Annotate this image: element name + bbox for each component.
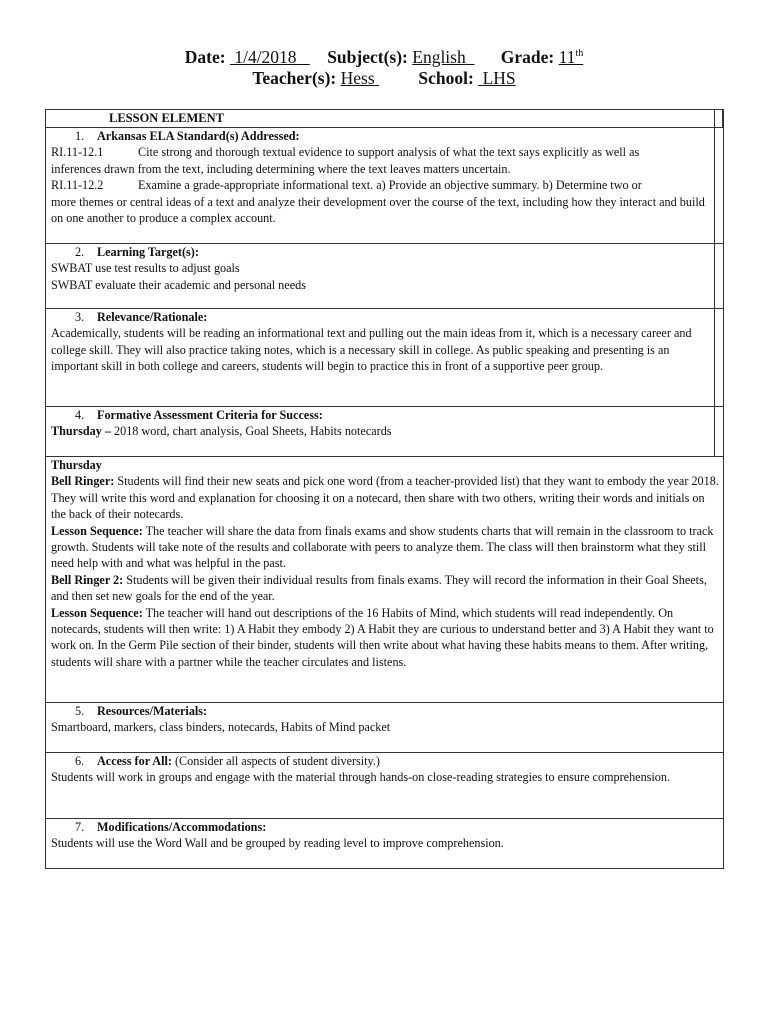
section-access-for-all — [46, 753, 724, 819]
side-cell — [715, 407, 724, 457]
bell-ringer-1: Bell Ringer: Students will find their new seats and pick one word (from a teacher-provided list) that they want to embody the year 2018. They will write this word and explanation for choosing it on a notecard, then share with two others, writing their words and initials on the back of their notecards. — [51, 474, 719, 522]
standard-cont: inferences drawn from the text, including determining where the text leaves matters uncertain. — [51, 161, 511, 176]
side-cell — [715, 309, 724, 407]
section-title: 5. Resources/Materials: — [75, 704, 208, 718]
standard-row: RI.11-12.2 Examine a grade-appropriate informational text. a) Provide an objective summary. b) Determine two or — [51, 178, 642, 193]
target-line: SWBAT use test results to adjust goals — [51, 261, 240, 276]
section-title: 3. Relevance/Rationale: — [75, 310, 208, 324]
thursday-heading: Thursday — [51, 458, 102, 472]
grade-label: Grade: — [500, 47, 555, 67]
section-learning-targets — [46, 244, 724, 309]
section-title: 4. Formative Assessment Criteria for Success: — [75, 408, 323, 422]
school-value: LHS — [482, 68, 516, 88]
side-cell — [723, 110, 724, 128]
modifications-text: Students will use the Word Wall and be grouped by reading level to improve comprehension. — [51, 836, 504, 851]
relevance-text: Academically, students will be reading an informational text and pulling out the main ideas from it, which is a necessary career and college skill. They will also practice taking notes, which is a necessary skill in college. As public speaking and presenting is an important skill in both college and careers, students will begin to practice this in front of a supportive peer group. — [51, 326, 692, 374]
side-cell — [715, 110, 723, 128]
section-title: 1. Arkansas ELA Standard(s) Addressed: — [75, 129, 300, 143]
header-line-1 — [0, 47, 768, 68]
teacher-value: Hess — [340, 68, 375, 88]
access-text: Students will work in groups and engage with the material through hands-on close-reading strategies to ensure comprehension. — [51, 770, 671, 785]
section-thursday — [46, 457, 724, 703]
target-line: SWBAT evaluate their academic and personal needs — [51, 277, 306, 292]
header-line-2 — [0, 68, 768, 89]
table-heading-row — [46, 110, 724, 128]
lesson-sequence-2: Lesson Sequence: The teacher will hand out descriptions of the 16 Habits of Mind, which students will read independently. On notecards, students will then write: 1) A Habit they embody 2) A Habit they are curious to understand better and 3) A Habit they want to work on. In the Germ Pile section of their binder, students will then write about what having these habits means to them. After writing, students will share with a partner while the teacher circulates and listens. — [51, 605, 714, 669]
school-label: School: — [418, 68, 474, 88]
grade-value: 11th — [558, 47, 584, 67]
section-standards — [46, 128, 724, 244]
section-modifications — [46, 819, 724, 869]
resources-text: Smartboard, markers, class binders, notecards, Habits of Mind packet — [51, 720, 391, 735]
section-title: 6. Access for All: (Consider all aspects of student diversity.) — [75, 754, 380, 768]
section-formative-assessment — [46, 407, 724, 457]
bell-ringer-2: Bell Ringer 2: Students will be given their individual results from finals exams. They will record the information in their Goal Sheets, and then set new goals for the end of the year. — [51, 572, 707, 604]
lesson-table — [45, 109, 724, 869]
subject-value: English — [412, 47, 466, 67]
side-cell — [715, 128, 724, 244]
side-cell — [715, 244, 724, 309]
standard-cont: more themes or central ideas of a text and analyze their development over the course of the text, including how they interact and build on one another to produce a complex account. — [51, 194, 705, 226]
lesson-sequence-1: Lesson Sequence: The teacher will share the data from finals exams and show students charts that will remain in the classroom to track growth. Students will take note of the results and collaborate with peers to analyze them. The class will then brainstorm what they still need help with and what was helpful in the past. — [51, 523, 714, 571]
date-label: Date: — [184, 47, 226, 67]
section-title: 2. Learning Target(s): — [75, 245, 199, 259]
date-value: 1/4/2018 — [234, 47, 297, 67]
standard-row: RI.11-12.1 Cite strong and thorough textual evidence to support analysis of what the text says explicitly as well as — [51, 145, 640, 160]
lesson-element-heading: LESSON ELEMENT — [109, 111, 224, 125]
section-relevance — [46, 309, 724, 407]
assessment-text: Thursday – 2018 word, chart analysis, Goal Sheets, Habits notecards — [51, 424, 392, 439]
teacher-label: Teacher(s): — [252, 68, 337, 88]
section-resources — [46, 703, 724, 753]
section-title: 7. Modifications/Accommodations: — [75, 820, 267, 834]
subject-label: Subject(s): — [327, 47, 408, 67]
